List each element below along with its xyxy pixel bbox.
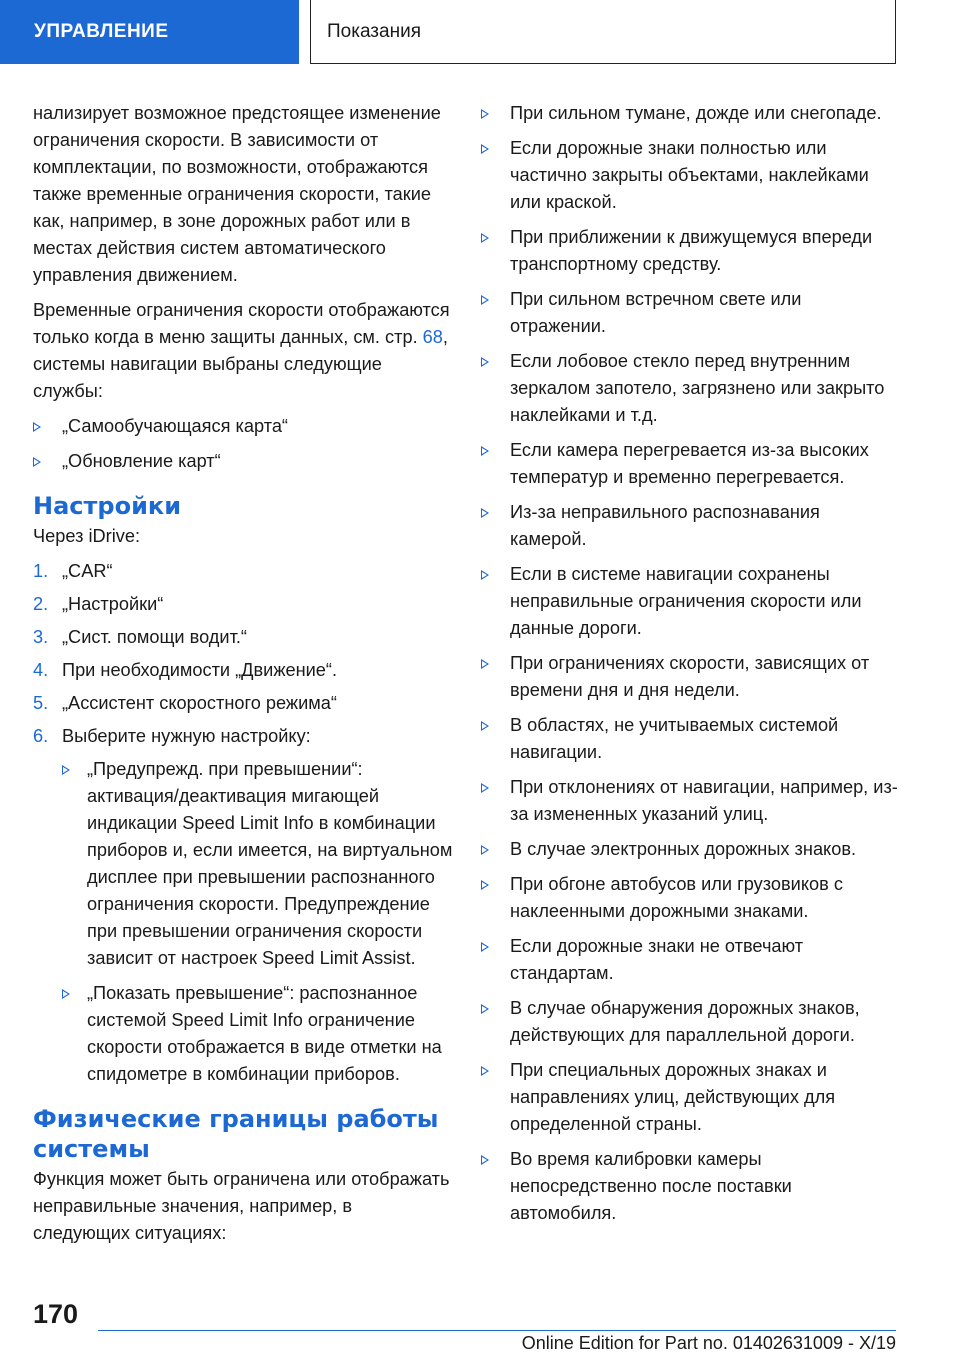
bullet-triangle-icon xyxy=(481,224,489,253)
step-item: 5. „Ассистент скоростного режима“ xyxy=(33,693,337,713)
situation-item: При отклонениях от навигации, например, из-за измененных указаний улиц. xyxy=(481,774,901,828)
page-number: 170 xyxy=(33,1299,79,1329)
bullet-triangle-icon xyxy=(481,135,489,164)
bullet-triangle-icon xyxy=(481,561,489,590)
situation-item: Если лобовое стекло перед внутренним зеркалом запотело, загрязнено или закрыто наклейками и т.д. xyxy=(481,348,901,429)
situations-list xyxy=(481,100,901,1227)
settings-steps xyxy=(33,558,453,1088)
bullet-triangle-icon xyxy=(481,871,489,900)
footer-divider xyxy=(98,1330,896,1331)
step-item: 3. „Сист. помощи водит.“ xyxy=(33,627,247,647)
intro-paragraph: нализирует возможное предстоящее изменение ограничения скорости. В зависимости от комплектации, по возможности, отображаются также временные ограничения скорости, такие как, например, в зоне дорожных работ или в местах действия систем автоматического управления движением. xyxy=(33,103,441,285)
situation-item: Из-за неправильного распознавания камерой. xyxy=(481,499,901,553)
bullet-triangle-icon xyxy=(481,933,489,962)
bullet-triangle-icon xyxy=(481,1057,489,1086)
situation-item: Если камера перегревается из-за высоких температур и временно перегревается. xyxy=(481,437,901,491)
situation-item: Если в системе навигации сохранены неправильные ограничения скорости или данные дороги. xyxy=(481,561,901,642)
bullet-triangle-icon xyxy=(481,286,489,315)
section-title: Показания xyxy=(327,20,421,42)
bullet-triangle-icon xyxy=(481,348,489,377)
situation-item: При сильном тумане, дожде или снегопаде. xyxy=(481,100,901,127)
situation-item: При сильном встречном свете или отражении. xyxy=(481,286,901,340)
settings-heading: Настройки xyxy=(33,492,182,520)
option-item: „Показать превышение“: распознанное системой Speed Limit Info ограничение скорости отображается в виде отметки на спидометре в комбинации приборов. xyxy=(62,980,453,1088)
situation-item: В случае обнаружения дорожных знаков, действующих для параллельной дороги. xyxy=(481,995,901,1049)
situation-item: Во время калибровки камеры непосредственно после поставки автомобиля. xyxy=(481,1146,901,1227)
list-item: „Самообучающаяся карта“ xyxy=(33,413,453,440)
bullet-triangle-icon xyxy=(33,448,41,477)
step-item: 2. „Настройки“ xyxy=(33,594,164,614)
step-item: 6. Выберите нужную настройку: „Предупрежд. при превышении“: активация/деактивация мигающей индикации Speed Limit Info в комбинации приборов и, если имеется, на виртуальном дисплее при превышении распознанного ограничения скорости. Предупреждение при превышении ограничения скорости зависит от настроек Speed Limit Assist. „Показать превышение“: распознанное системой Speed Limit Info ограничение скорости отображается в виде отметки на спидометре в комбинации приборов. xyxy=(33,723,453,1088)
limits-intro: Функция может быть ограничена или отображать неправильные значения, например, в следующих ситуациях: xyxy=(33,1169,450,1243)
bullet-triangle-icon xyxy=(481,499,489,528)
step-item: 4. При необходимости „Движение“. xyxy=(33,660,338,680)
settings-options xyxy=(62,756,453,1088)
bullet-triangle-icon xyxy=(481,836,489,865)
bullet-triangle-icon xyxy=(62,756,70,785)
situation-item: При ограничениях скорости, зависящих от времени дня и дня недели. xyxy=(481,650,901,704)
footer-edition: Online Edition for Part no. 01402631009 - X/19 xyxy=(521,1333,896,1353)
list-item: „Обновление карт“ xyxy=(33,448,453,475)
situation-item: При приближении к движущемуся впереди транспортному средству. xyxy=(481,224,901,278)
section-header xyxy=(310,0,896,64)
bullet-triangle-icon xyxy=(481,437,489,466)
option-item: „Предупрежд. при превышении“: активация/деактивация мигающей индикации Speed Limit Info в комбинации приборов и, если имеется, на виртуальном дисплее при превышении распознанного ограничения скорости. Предупреждение при превышении ограничения скорости зависит от настроек Speed Limit Assist. xyxy=(62,756,453,972)
services-paragraph: Временные ограничения скорости отображаются только когда в меню защиты данных, см. стр. 68, системы навигации выбраны следующие службы: xyxy=(33,300,450,401)
bullet-triangle-icon xyxy=(481,1146,489,1175)
bullet-triangle-icon xyxy=(33,413,41,442)
situation-item: Если дорожные знаки не отвечают стандартам. xyxy=(481,933,901,987)
situation-item: В случае электронных дорожных знаков. xyxy=(481,836,901,863)
bullet-triangle-icon xyxy=(481,650,489,679)
situation-item: В областях, не учитываемых системой навигации. xyxy=(481,712,901,766)
settings-intro: Через iDrive: xyxy=(33,526,140,546)
step-item: 1. „CAR“ xyxy=(33,561,113,581)
situation-item: При обгоне автобусов или грузовиков с наклеенными дорожными знаками. xyxy=(481,871,901,925)
page-link-68[interactable]: 68 xyxy=(422,327,443,347)
bullet-triangle-icon xyxy=(481,995,489,1024)
services-list xyxy=(33,413,453,475)
left-column xyxy=(33,100,453,1255)
chapter-title: УПРАВЛЕНИЕ xyxy=(34,21,169,42)
bullet-triangle-icon xyxy=(481,712,489,741)
bullet-triangle-icon xyxy=(62,980,70,1009)
bullet-triangle-icon xyxy=(481,100,489,129)
right-column xyxy=(481,100,901,1235)
bullet-triangle-icon xyxy=(481,774,489,803)
limits-heading: Физические границы работы системы xyxy=(33,1105,439,1163)
chapter-tab xyxy=(0,0,299,64)
situation-item: Если дорожные знаки полностью или частично закрыты объектами, наклейками или краской. xyxy=(481,135,901,216)
situation-item: При специальных дорожных знаках и направлениях улиц, действующих для определенной страны. xyxy=(481,1057,901,1138)
